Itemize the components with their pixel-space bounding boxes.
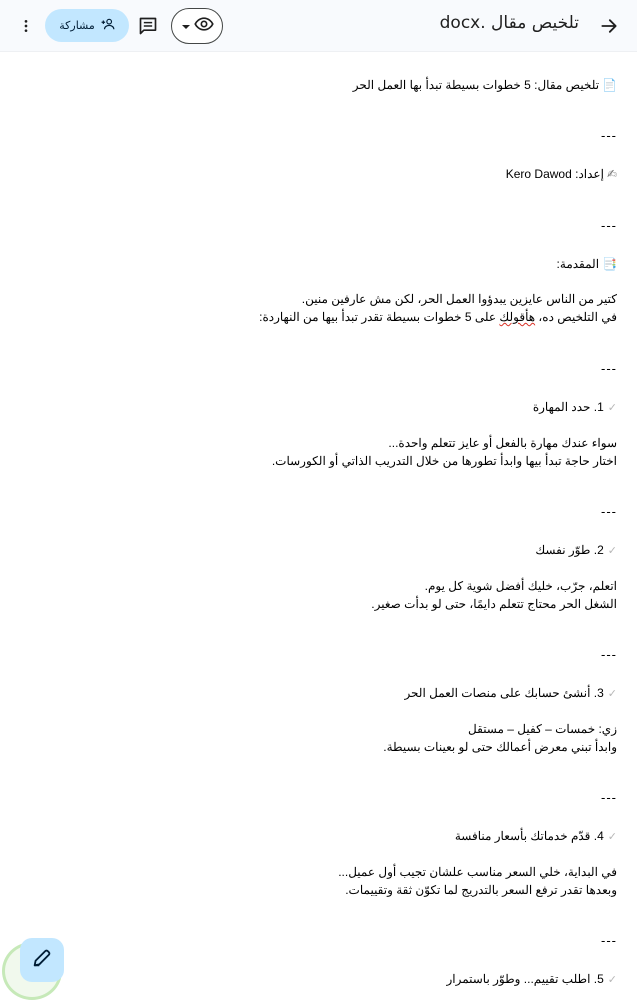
step-2-line-2: الشغل الحر محتاج تتعلم دايمًا، حتى لو بدأت صغير. <box>371 597 617 611</box>
separator: --- <box>601 218 617 233</box>
intro-heading: 📑المقدمة: <box>556 257 617 271</box>
document-title: تلخيص مقال .docx <box>439 13 579 33</box>
step-1-line-1: سواء عندك مهارة بالفعل أو عايز تتعلم واحدة... <box>388 436 617 450</box>
check-icon: ✓ <box>607 401 617 414</box>
step-4-line-2: وبعدها تقدر ترفع السعر بالتدريج لما تكوّن ثقة وتقييمات. <box>345 883 617 897</box>
separator: --- <box>601 647 617 662</box>
edit-pencil-icon <box>31 947 53 973</box>
eye-icon <box>194 14 214 38</box>
more-vert-icon[interactable] <box>12 12 40 40</box>
step-4-heading: ✓4. قدّم خدماتك بأسعار منافسة <box>454 829 617 843</box>
separator: --- <box>601 790 617 805</box>
top-app-bar <box>0 0 637 52</box>
step-3-line-2: وابدأ تبني معرض أعمالك حتى لو بعينات بسيطة. <box>383 740 617 754</box>
writing-hand-icon: ✍ <box>606 167 617 181</box>
edit-fab-container <box>2 938 64 1000</box>
share-button[interactable] <box>45 9 129 42</box>
edit-button[interactable] <box>20 938 64 982</box>
step-3-heading: ✓3. أنشئ حسابك على منصات العمل الحر <box>404 686 617 700</box>
separator: --- <box>601 128 617 143</box>
separator: --- <box>601 504 617 519</box>
step-1-line-2: اختار حاجة تبدأ بيها وابدأ تطورها من خلال التدريب الذاتي أو الكورسات. <box>271 454 617 468</box>
step-4-line-1: في البداية، خلي السعر مناسب علشان تجيب أول عميل... <box>338 865 617 879</box>
doc-title: 📄تلخيص مقال: 5 خطوات بسيطة تبدأ بها العمل الحر <box>352 78 617 92</box>
separator: --- <box>601 933 617 948</box>
person-add-icon <box>101 16 115 35</box>
step-2-line-1: اتعلم، جرّب، خليك أفضل شوية كل يوم. <box>424 579 617 593</box>
bookmark-tabs-icon: 📑 <box>602 257 617 271</box>
view-mode-button[interactable] <box>171 8 223 44</box>
comment-icon[interactable] <box>134 12 162 40</box>
step-2-heading: ✓2. طوّر نفسك <box>535 543 617 557</box>
check-icon: ✓ <box>607 687 617 700</box>
misspelled-word[interactable]: هأقولك <box>499 310 536 324</box>
document-body[interactable] <box>0 52 637 1000</box>
author-line: ✍إعداد: Kero Dawod <box>505 167 617 181</box>
intro-line-1: كتير من الناس عايزين يبدؤوا العمل الحر، لكن مش عارفين منين. <box>301 292 617 306</box>
check-icon: ✓ <box>607 830 617 843</box>
document-icon: 📄 <box>602 78 617 92</box>
separator: --- <box>601 361 617 376</box>
share-label: مشاركة <box>59 19 95 32</box>
intro-line-2: في التلخيص ده، هأقولك على 5 خطوات بسيطة تقدر تبدأ بيها من النهاردة: <box>259 310 617 324</box>
check-icon: ✓ <box>607 973 617 986</box>
check-icon: ✓ <box>607 544 617 557</box>
dropdown-arrow-icon <box>181 17 191 36</box>
step-1-heading: ✓1. حدد المهارة <box>532 400 617 414</box>
step-5-heading: ✓5. اطلب تقييم... وطوّر باستمرار <box>446 972 617 986</box>
step-3-line-1: زي: خمسات – كفيل – مستقل <box>468 722 617 736</box>
arrow-right-icon[interactable] <box>595 12 623 40</box>
